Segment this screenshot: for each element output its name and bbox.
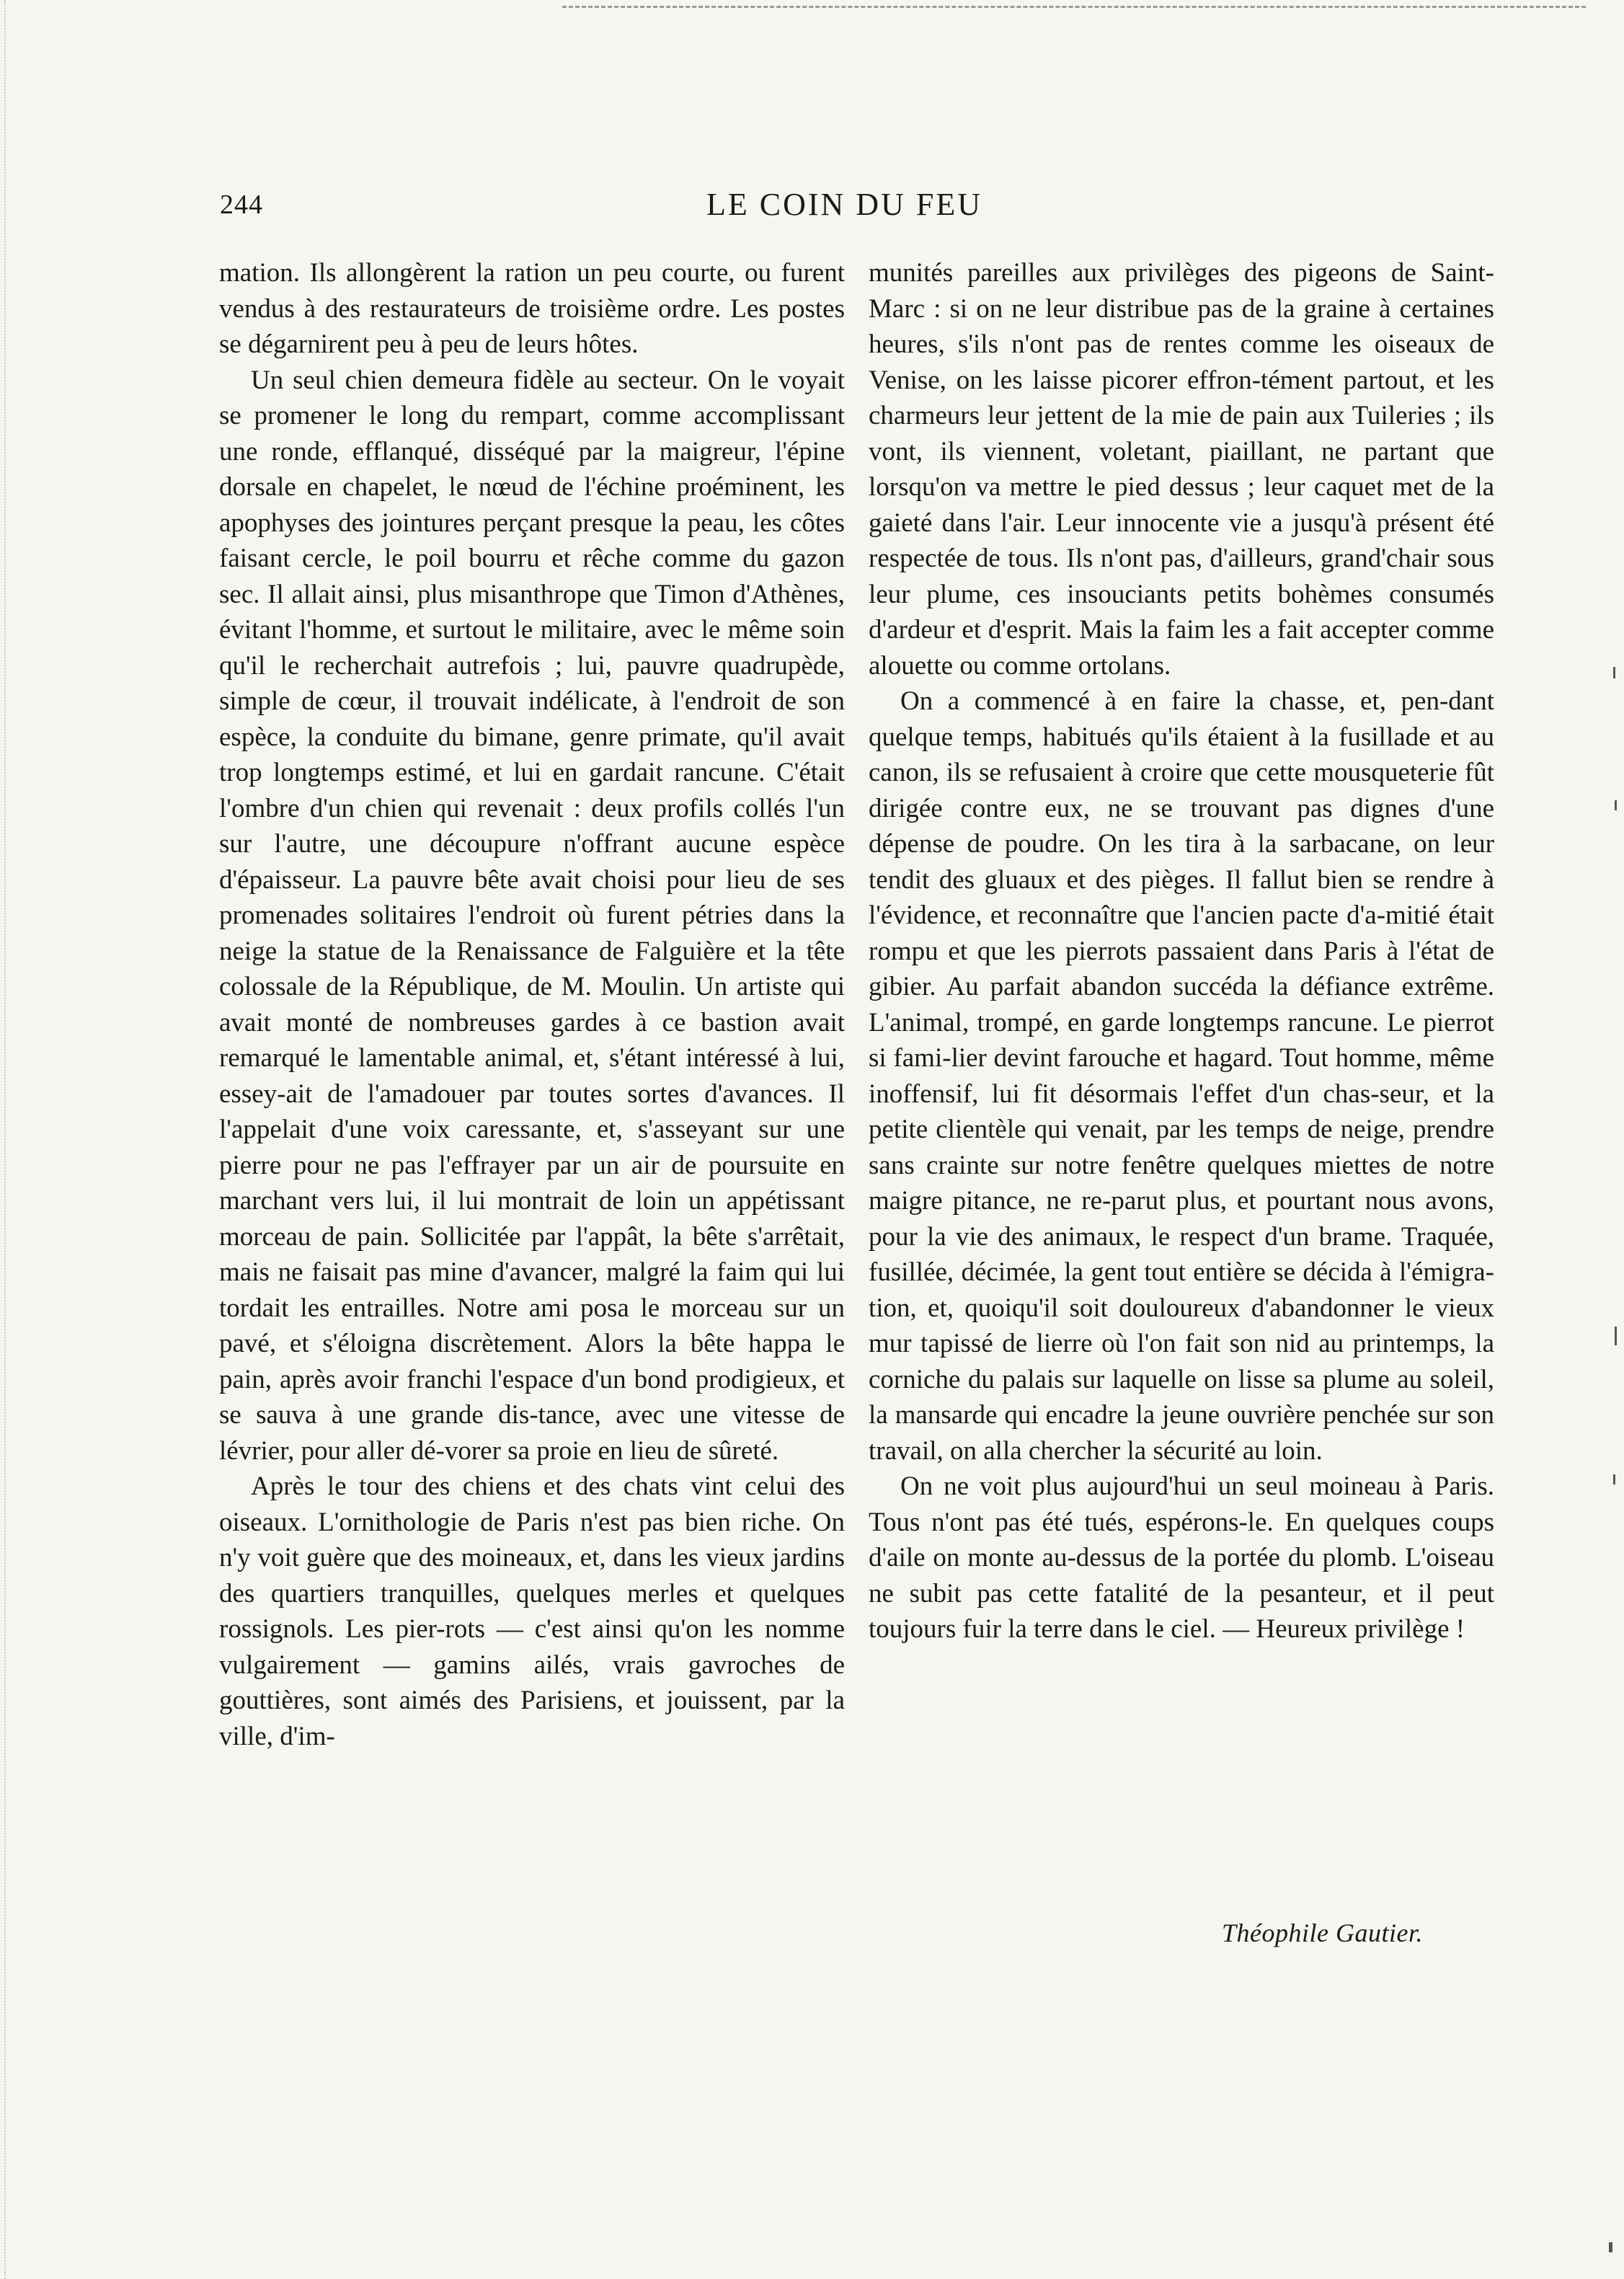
paragraph: mation. Ils allongèrent la ration un peu courte, ou furent vendus à des restaurateurs de troisième ordre. Les postes se dégarnirent peu à peu de leurs hôtes. [219, 258, 845, 359]
paragraph: On a commencé à en faire la chasse, et, pen-dant quelque temps, habitués qu'ils étaient à la fusillade et au canon, ils se refusaient à croire que cette mousqueterie fût dirigée contre eux, ne se trouvant pas dignes d'une dépense de poudre. On les tira à la sarbacane, on leur tendit des gluaux et des pièges. Il fallut bien se rendre à l'évidence, et reconnaître que l'ancien pacte d'a-mitié était rompu et que les pierrots passaient dans Paris à l'état de gibier. Au parfait abandon succéda la défiance extrême. L'animal, trompé, en garde longtemps rancune. Le pierrot si fami-lier devint farouche et hagard. Tout homme, même inoffensif, lui fit désormais l'effet d'un chas-seur, et la petite clientèle qui venait, par les temps de neige, prendre sans crainte sur notre fenêtre quelques miettes de notre maigre pitance, ne re-parut plus, et pourtant nous avons, pour la vie des animaux, le respect d'un brame. Traquée, fusillée, décimée, la gent tout entière se décida à l'émigra-tion, et, quoiqu'il soit douloureux d'abandonner le vieux mur tapissé de lierre où l'on fait son nid au printemps, la corniche du palais sur laquelle on lisse sa plume au soleil, la mansarde qui encadre la jeune ouvrière penchée sur son travail, on alla chercher la sécurité au loin. [869, 686, 1494, 1466]
margin-mark [1613, 1474, 1615, 1484]
margin-mark [1613, 667, 1615, 678]
page-number: 244 [220, 190, 263, 220]
top-border-rule [562, 6, 1586, 8]
page-edge [4, 0, 6, 2279]
paragraph: Après le tour des chiens et des chats vint celui des oiseaux. L'ornithologie de Paris n'est pas bien riche. On n'y voit guère que des moineaux, et, dans les vieux jardins des quartiers tranquilles, quelques merles et quelques rossignols. Les pier-rots — c'est ainsi qu'on les nomme vulgairement — gamins ailés, vrais gavroches de gouttières, sont aimés des Parisiens, et jouissent, par la ville, d'im- [219, 1472, 845, 1751]
paragraph: munités pareilles aux privilèges des pigeons de Saint-Marc : si on ne leur distribue pas de la graine à certaines heures, s'ils n'ont pas de rentes comme les oiseaux de Venise, on les laisse picorer effron-tément partout, et les charmeurs leur jettent de la mie de pain aux Tuileries ; ils vont, ils viennent, voletant, piaillant, ne partant que lorsqu'on va mettre le pied dessus ; leur caquet met de la gaieté dans l'air. Leur innocente vie a jusqu'à présent été respectée de tous. Ils n'ont pas, d'ailleurs, grand'chair sous leur plume, ces insouciants petits bohèmes consumés d'ardeur et d'esprit. Mais la faim les a fait accepter comme alouette ou comme ortolans. [869, 258, 1494, 681]
margin-mark [1615, 1327, 1617, 1345]
author-signature: Théophile Gautier. [1222, 1919, 1423, 1947]
right-column [869, 255, 1494, 1647]
paragraph: Un seul chien demeura fidèle au secteur. On le voyait se promener le long du rempart, comme accomplissant une ronde, efflanqué, disséqué par la maigreur, l'épine dorsale en chapelet, le nœud de l'échine proéminent, les apophyses des jointures perçant presque la peau, les côtes faisant cercle, le poil bourru et rêche comme du gazon sec. Il allait ainsi, plus misanthrope que Timon d'Athènes, évitant l'homme, et surtout le militaire, avec le même soin qu'il le recherchait autrefois ; lui, pauvre quadrupède, simple de cœur, il trouvait indélicate, à l'endroit de son espèce, la conduite du bimane, genre primate, qu'il avait trop longtemps estimé, et lui en gardait rancune. C'était l'ombre d'un chien qui revenait : deux profils collés l'un sur l'autre, une découpure n'offrant aucune espèce d'épaisseur. La pauvre bête avait choisi pour lieu de ses promenades solitaires l'endroit où furent pétries dans la neige la statue de la Renaissance de Falguière et la tête colossale de la République, de M. Moulin. Un artiste qui avait monté de nombreuses gardes à ce bastion avait remarqué le lamentable animal, et, s'étant intéressé à lui, essey-ait de l'amadouer par toutes sortes d'avances. Il l'appelait d'une voix caressante, et, s'asseyant sur une pierre pour ne pas l'effrayer par un air de poursuite en marchant vers lui, il lui montrait de loin un appétissant morceau de pain. Sollicitée par l'appât, la bête s'arrêtait, mais ne faisait pas mine d'avancer, malgré la faim qui lui tordait les entrailles. Notre ami posa le morceau sur un pavé, et s'éloigna discrètement. Alors la bête happa le pain, après avoir franchi l'espace d'un bond prodigieux, et se sauva à une grande dis-tance, avec une vitesse de lévrier, pour aller dé-vorer sa proie en lieu de sûreté. [219, 365, 845, 1466]
margin-mark [1615, 800, 1617, 810]
paragraph: On ne voit plus aujourd'hui un seul moineau à Paris. Tous n'ont pas été tués, espérons-le. En quelques coups d'aile on monte au-dessus de la portée du plomb. L'oiseau ne subit pas cette fatalité de la pesanteur, et il peut toujours fuir la terre dans le ciel. — Heureux privilège ! [869, 1472, 1494, 1644]
running-title: LE COIN DU FEU [706, 187, 982, 222]
left-column [219, 255, 845, 1754]
margin-mark [1609, 2242, 1612, 2252]
